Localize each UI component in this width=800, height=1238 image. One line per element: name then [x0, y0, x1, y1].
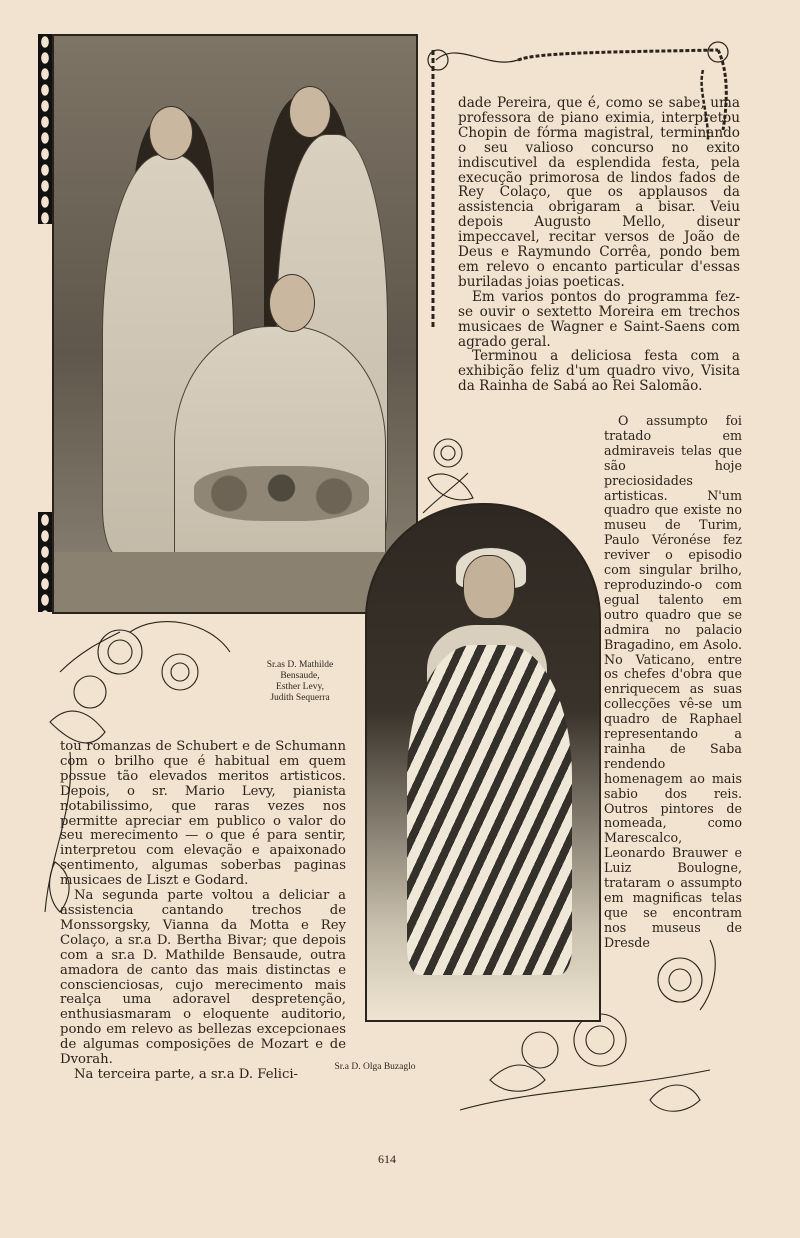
paragraph: dade Pereira, que é, como se sabe, uma professora de piano eximia, interpretou Chopin de fórma magistral, terminando o seu valioso concurso no exito indiscutivel da esplendida festa, pela execução primorosa de lindos fados de Rey Colaço, que os applausos da assistencia obrigaram a bisar. Veiu depois Augusto Mello, diseur impeccavel, recitar versos de João de Deus e Raymundo Corrêa, pondo bem em relevo o encanto particular d'essas buriladas joias poeticas.	[458, 95, 740, 290]
top-photo-caption	[250, 660, 350, 704]
paragraph: Na terceira parte, a sr.a D. Felici-	[74, 1066, 298, 1082]
paragraph: O assumpto foi tratado em admiraveis telas que são hoje preciosidades artisticas. N'um quadro que existe no museu de Turim, Paulo Véronése fez reviver o episodio com singular brilho, reproduzindo-o com egual talento em outro quadro que se admira no palacio Bragadino, em Asolo. No Vaticano, entre os chefes d'obra que enriquecem as suas collecções vê-se um quadro de Raphael representando a rainha de Saba rendendo homenagem ao mais sabio dos reis. Outros pintores de nomeada, como Marescalco, Leonardo Brauwer e Luiz Boulogne, trataram o assumpto em magnificas telas que se encontram nos museus de Dresde	[604, 413, 742, 950]
caption-line: Sr.as D. Mathilde	[266, 660, 334, 670]
film-strip-border-left	[38, 34, 52, 224]
right-column-narrow	[604, 414, 742, 951]
left-column-lower	[60, 740, 346, 1083]
caption-line: Esther Levy,	[276, 682, 324, 692]
paragraph: Terminou a deliciosa festa com a exhibição feliz d'um quadro vivo, Visita da Rainha de Sabá ao Rei Salomão.	[458, 348, 740, 395]
caption-line: Judith Sequerra	[270, 693, 330, 703]
right-column-upper	[458, 96, 740, 394]
paragraph: Na segunda parte voltou a deliciar a assistencia cantando trechos de Monssorgsky, Vianna da Motta e Rey Colaço, a sr.a D. Bertha Bivar; que depois com a sr.a D. Mathilde Bensaude, outra amadora de canto das mais distinctas e conscienciosas, cujo merecimento mais realça uma adoravel despretenção, enthusiasmaram o eloquente auditorio, pondo em relevo as bellezas excepcionaes de algumas composições de Mozart e de Dvorah.	[60, 888, 346, 1068]
bottom-photo-caption: Sr.a D. Olga Buzaglo	[334, 1062, 416, 1072]
page-number: 614	[378, 1152, 396, 1166]
group-portrait-photo	[52, 34, 418, 614]
paragraph: tou romanzas de Schubert e de Schumann com o brilho que é habitual em quem possue tão elevados meritos artisticos. Depois, o sr. Mario Levy, pianista notabilissimo, que raras vezes nos permitte apreciar em publico o valor do seu merecimento — o que é para sentir, interpretou com elevação e apaixonado sentimento, algumas soberbas paginas musicaes de Liszt e Godard.	[60, 739, 346, 889]
seated-portrait-photo	[365, 503, 601, 1022]
film-strip-border-left-lower	[38, 512, 52, 612]
caption-line: Bensaude,	[280, 671, 320, 681]
paragraph: Em varios pontos do programma fez-se ouvir o sextetto Moreira em trechos musicaes de Wagner e Saint-Saens com agrado geral.	[458, 288, 740, 350]
